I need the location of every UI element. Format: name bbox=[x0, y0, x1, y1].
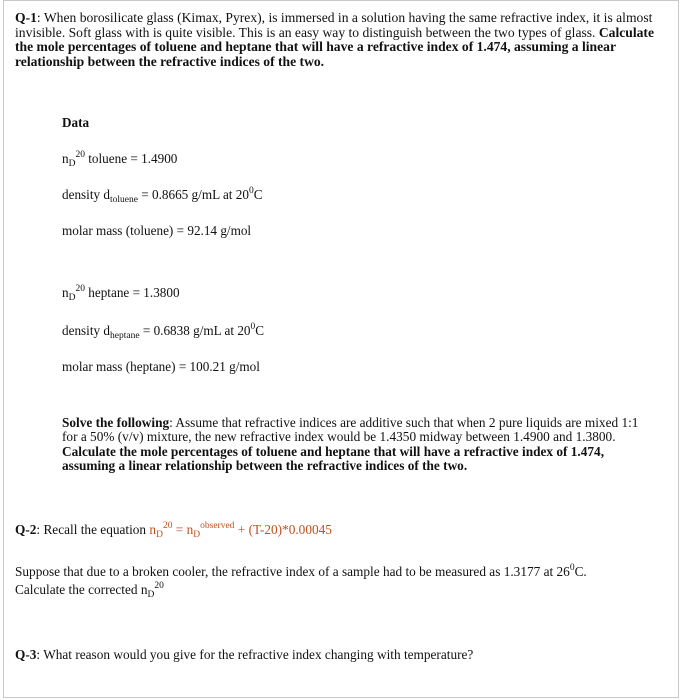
data-heading: Data bbox=[62, 115, 90, 130]
toluene-molar-mass: molar mass (toluene) = 92.14 g/mol bbox=[62, 223, 252, 238]
question-3: Q-3: What reason would you give for the refractive index changing with temperature? bbox=[15, 647, 474, 662]
heptane-refractive-index: $n_D^{20}$ heptane = 1.3800 bbox=[62, 284, 180, 303]
q1-label: Q-1 bbox=[15, 10, 37, 25]
q1-intro: : When borosilicate glass (Kimax, Pyrex), is immersed in a solution having the same refractive index, it is almost invisible. Soft glass with is quite visible. This is an easy way to distinguish between the two types of glass. bbox=[15, 10, 653, 40]
q1-task: Calculate the mole percentages of toluene and heptane that will have a refractive index of 1.474, assuming a linear relationship between the refractive indices of the two. bbox=[15, 24, 654, 69]
document-page bbox=[3, 0, 679, 698]
question-2: Q-2: Recall the equation $n_D^{20} = n_D^{observed} + (T-20)*0.00045$ bbox=[15, 521, 332, 540]
solve-label: Solve the following bbox=[62, 415, 170, 430]
heptane-molar-mass: molar mass (heptane) = 100.21 g/mol bbox=[62, 359, 260, 374]
question-1 bbox=[15, 11, 665, 69]
solve-task: Calculate the mole percentages of toluene and heptane that will have a refractive index of 1.474, assuming a linear relationship between the refractive indices of the two. bbox=[62, 443, 605, 474]
toluene-refractive-index: $n_D^{20}$ toluene = 1.4900 bbox=[62, 150, 178, 169]
solve-paragraph bbox=[62, 416, 652, 474]
toluene-density: density $d_{toluene} = 0.8665$ g/mL at $20^0C$ bbox=[62, 186, 263, 205]
suppose-paragraph: Suppose that due to a broken cooler, the refractive index of a sample had to be measured as 1.3177 at $26^0C$. Calculate the corrected $n_D^{20}$ bbox=[15, 563, 587, 600]
solve-body: : Assume that refractive indices are additive such that when 2 pure liquids are mixed 1:1 for a 50% (v/v) mixture, the new refractive index would be 1.4350 midway between 1.4900 and 1.3800. bbox=[62, 415, 639, 445]
heptane-density: density $d_{heptane} = 0.6838$ g/mL at $20^0C$ bbox=[62, 322, 265, 341]
